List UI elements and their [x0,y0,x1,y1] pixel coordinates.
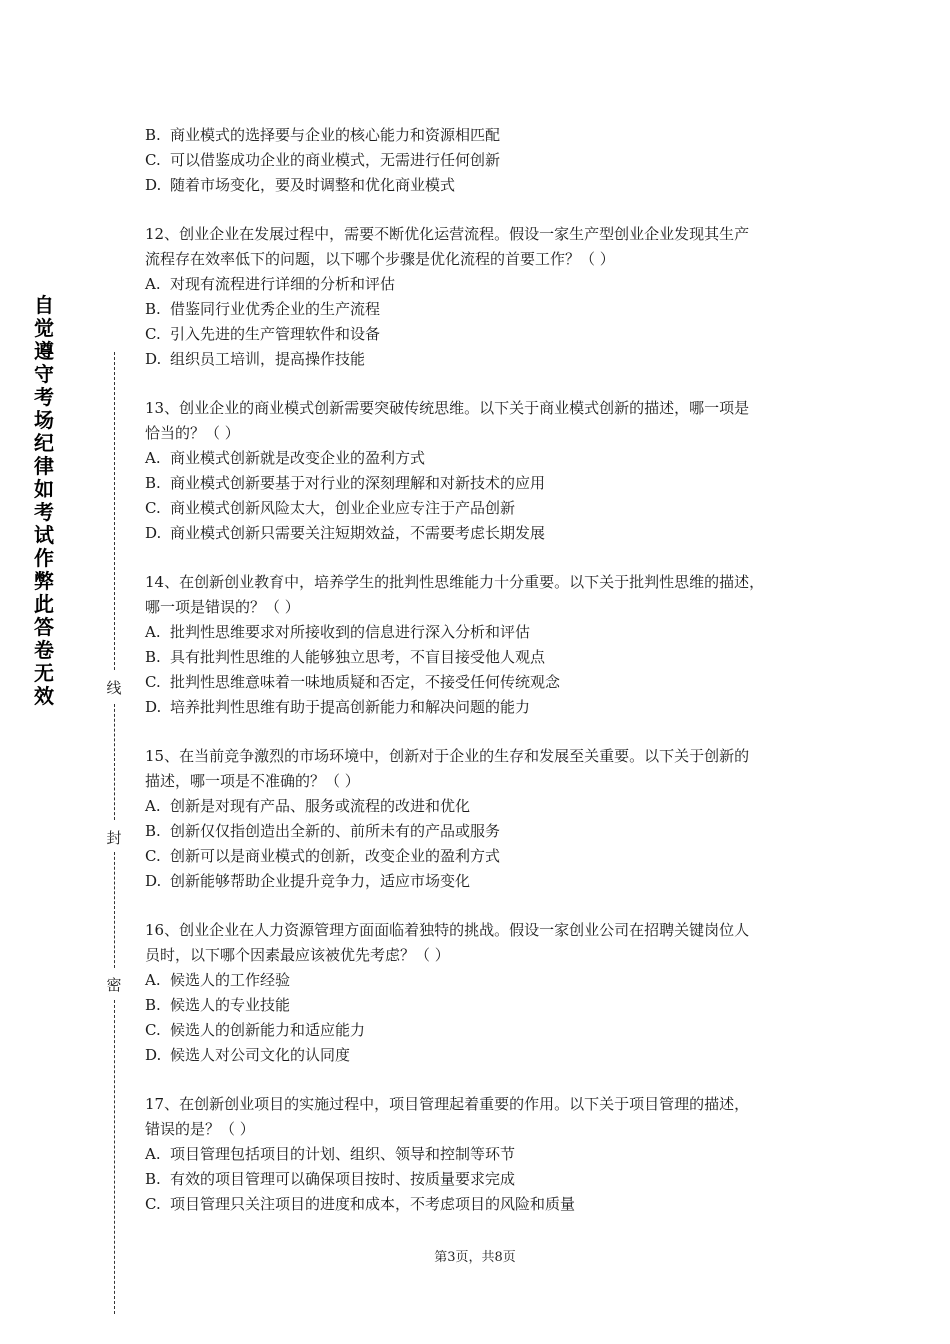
option-letter: B. [145,822,161,840]
option-letter: A. [145,1145,161,1163]
option-letter: B. [145,126,161,144]
answer-option [145,272,825,297]
continued-options [145,123,825,198]
question-stem: 员时，以下哪个因素最应该被优先考虑？（ ） [145,946,450,964]
question-spacer [145,546,825,570]
option-text: 具有批判性思维的人能够独立思考，不盲目接受他人观点 [170,648,546,666]
option-letter: D. [145,698,162,716]
option-text: 候选人的专业技能 [170,996,291,1014]
answer-option [145,844,825,869]
question-block [145,396,825,546]
binding-dashed-line [114,352,115,670]
question-stem: 12、创业企业在发展过程中，需要不断优化运营流程。假设一家生产型创业企业发现其生产 [145,225,750,243]
answer-option [145,1192,825,1217]
option-text: 对现有流程进行详细的分析和评估 [170,275,396,293]
option-text: 批判性思维要求对所接收到的信息进行深入分析和评估 [170,623,531,641]
answer-option [145,148,825,173]
answer-option [145,471,825,496]
page-footer: 第3页，共8页 [434,1250,516,1265]
question-spacer [145,1068,825,1092]
option-text: 引入先进的生产管理软件和设备 [170,325,381,343]
question-stem: 描述，哪一项是不准确的？（ ） [145,772,360,790]
question-block [145,744,825,894]
answer-option [145,869,825,894]
option-text: 批判性思维意味着一味地质疑和否定，不接受任何传统观念 [170,673,561,691]
option-letter: C. [145,151,161,169]
option-letter: A. [145,971,161,989]
option-letter: B. [145,648,161,666]
option-letter: A. [145,275,161,293]
option-letter: B. [145,1170,161,1188]
option-text: 组织员工培训，提高操作技能 [170,350,366,368]
option-text: 可以借鉴成功企业的商业模式，无需进行任何创新 [170,151,501,169]
question-block [145,918,825,1068]
answer-option [145,347,825,372]
answer-option [145,620,825,645]
option-letter: B. [145,474,161,492]
answer-option [145,123,825,148]
question-spacer [145,372,825,396]
question-stem: 17、在创新创业项目的实施过程中，项目管理起着重要的作用。以下关于项目管理的描述， [145,1095,750,1113]
question-spacer [145,198,825,222]
option-text: 创新可以是商业模式的创新，改变企业的盈利方式 [170,847,501,865]
question-stem: 13、创业企业的商业模式创新需要突破传统思维。以下关于商业模式创新的描述，哪一项是 [145,399,750,417]
question-list [145,198,825,1217]
option-letter: D. [145,1046,162,1064]
option-letter: C. [145,499,161,517]
answer-option [145,968,825,993]
option-text: 项目管理包括项目的计划、组织、领导和控制等环节 [170,1145,516,1163]
option-letter: C. [145,673,161,691]
option-text: 随着市场变化，要及时调整和优化商业模式 [170,176,456,194]
answer-option [145,670,825,695]
answer-option [145,993,825,1018]
option-text: 商业模式创新就是改变企业的盈利方式 [170,449,426,467]
option-letter: A. [145,449,161,467]
option-text: 培养批判性思维有助于提高创新能力和解决问题的能力 [170,698,531,716]
answer-option [145,1043,825,1068]
option-letter: C. [145,1195,161,1213]
question-stem: 15、在当前竞争激烈的市场环境中，创新对于企业的生存和发展至关重要。以下关于创新的 [145,747,750,765]
option-text: 有效的项目管理可以确保项目按时、按质量要求完成 [170,1170,516,1188]
binding-dashed-line [114,704,115,820]
answer-option [145,1018,825,1043]
answer-option [145,322,825,347]
answer-option [145,819,825,844]
question-stem: 错误的是？（ ） [145,1120,255,1138]
option-text: 候选人的创新能力和适应能力 [170,1021,366,1039]
option-text: 创新仅仅指创造出全新的、前所未有的产品或服务 [170,822,501,840]
option-letter: C. [145,325,161,343]
answer-option [145,794,825,819]
option-text: 商业模式创新风险太大，创业企业应专注于产品创新 [170,499,516,517]
answer-option [145,1167,825,1192]
answer-option [145,496,825,521]
option-text: 借鉴同行业优秀企业的生产流程 [170,300,381,318]
option-text: 候选人的工作经验 [170,971,291,989]
option-letter: A. [145,623,161,641]
option-text: 商业模式创新要基于对行业的深刻理解和对新技术的应用 [170,474,546,492]
option-letter: D. [145,524,162,542]
binding-mark-secret: 密 [104,975,124,995]
exam-discipline-notice: 自 觉 遵 守 考 场 纪 律 如 考 试 作 弊 此 答 卷 无 效 [34,293,54,708]
question-stem: 哪一项是错误的？（ ） [145,598,300,616]
question-block [145,570,825,720]
option-letter: C. [145,1021,161,1039]
binding-mark-line: 线 [104,678,124,698]
option-letter: C. [145,847,161,865]
question-content [145,123,825,1217]
binding-mark-seal: 封 [104,828,124,848]
answer-option [145,521,825,546]
option-text: 创新能够帮助企业提升竞争力，适应市场变化 [170,872,471,890]
option-text: 创新是对现有产品、服务或流程的改进和优化 [170,797,471,815]
answer-option [145,446,825,471]
option-letter: D. [145,350,162,368]
option-letter: B. [145,300,161,318]
answer-option [145,645,825,670]
answer-option [145,297,825,322]
question-stem: 流程存在效率低下的问题，以下哪个步骤是优化流程的首要工作？（ ） [145,250,615,268]
question-stem: 16、创业企业在人力资源管理方面面临着独特的挑战。假设一家创业公司在招聘关键岗位人 [145,921,750,939]
option-text: 候选人对公司文化的认同度 [170,1046,351,1064]
question-stem: 恰当的？（ ） [145,424,240,442]
option-letter: D. [145,176,162,194]
option-letter: D. [145,872,162,890]
option-text: 项目管理只关注项目的进度和成本，不考虑项目的风险和质量 [170,1195,576,1213]
answer-option [145,173,825,198]
binding-dashed-line [114,1000,115,1314]
answer-option [145,1142,825,1167]
option-text: 商业模式创新只需要关注短期效益，不需要考虑长期发展 [170,524,546,542]
question-block [145,222,825,372]
question-block [145,1092,825,1217]
option-letter: A. [145,797,161,815]
question-stem: 14、在创新创业教育中，培养学生的批判性思维能力十分重要。以下关于批判性思维的描述， [145,573,765,591]
answer-option [145,695,825,720]
binding-dashed-line [114,852,115,968]
option-text: 商业模式的选择要与企业的核心能力和资源相匹配 [170,126,501,144]
option-letter: B. [145,996,161,1014]
question-spacer [145,894,825,918]
question-spacer [145,720,825,744]
